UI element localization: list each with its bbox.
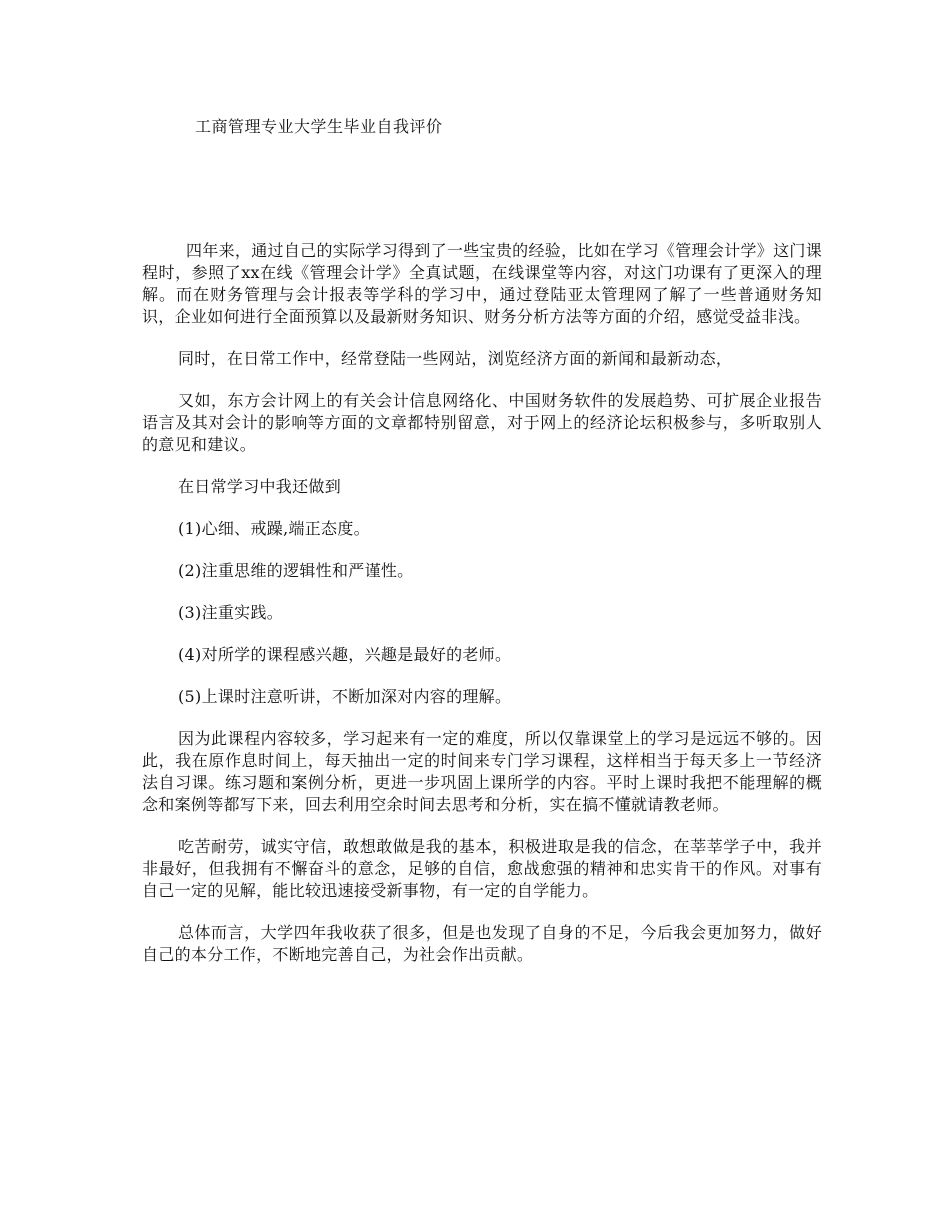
list-item: (1)心细、戒躁,端正态度。 — [178, 519, 370, 538]
paragraph-study-habits-intro: 在日常学习中我还做到 — [178, 477, 342, 496]
list-item: (4)对所学的课程感兴趣，兴趣是最好的老师。 — [178, 645, 512, 664]
paragraph-conclusion: 总体而言，大学四年我收获了很多，但是也发现了自身的不足，今后我会更加努力，做好自己的本分工作，不断地完善自己，为社会作出贡献。 — [142, 923, 822, 964]
document-title: 工商管理专业大学生毕业自我评价 — [195, 117, 443, 136]
list-item: (2)注重思维的逻辑性和严谨性。 — [178, 561, 414, 580]
list-item: (5)上课时注意听讲，不断加深对内容的理解。 — [178, 687, 512, 706]
document-body — [142, 240, 822, 986]
paragraph-accounting-web: 又如，东方会计网上的有关会计信息网络化、中国财务软件的发展趋势、可扩展企业报告语言及其对会计的影响等方面的文章都特别留意，对于网上的经济论坛积极参与，多听取别人的意见和建议。 — [142, 391, 822, 454]
paragraph-extra-study: 因为此课程内容较多，学习起来有一定的难度，所以仅靠课堂上的学习是远远不够的。因此，我在原作息时间上，每天抽出一定的时间来专门学习课程，这样相当于每天多上一节经济法自习课。练习题和案例分析，更进一步巩固上课所学的内容。平时上课时我把不能理解的概念和案例等都写下来，回去利用空余时间去思考和分析，实在搞不懂就请教老师。 — [142, 729, 822, 814]
paragraph-daily-work: 同时，在日常工作中，经常登陆一些网站，浏览经济方面的新闻和最新动态， — [178, 349, 733, 368]
paragraph-character: 吃苦耐劳，诚实守信，敢想敢做是我的基本，积极进取是我的信念，在莘莘学子中，我并非最好，但我拥有不懈奋斗的意念，足够的自信，愈战愈强的精神和忠实肯干的作风。对事有自己一定的见解，能比较迅速接受新事物，有一定的自学能力。 — [142, 837, 822, 900]
paragraph-intro: 四年来，通过自己的实际学习得到了一些宝贵的经验，比如在学习《管理会计学》这门课程时，参照了xx在线《管理会计学》全真试题，在线课堂等内容，对这门功课有了更深入的理解。而在财务管理与会计报表等学科的学习中，通过登陆亚太管理网了解了一些普通财务知识，企业如何进行全面预算以及最新财务知识、财务分析方法等方面的介绍，感觉受益非浅。 — [142, 241, 822, 326]
list-item: (3)注重实践。 — [178, 603, 284, 622]
